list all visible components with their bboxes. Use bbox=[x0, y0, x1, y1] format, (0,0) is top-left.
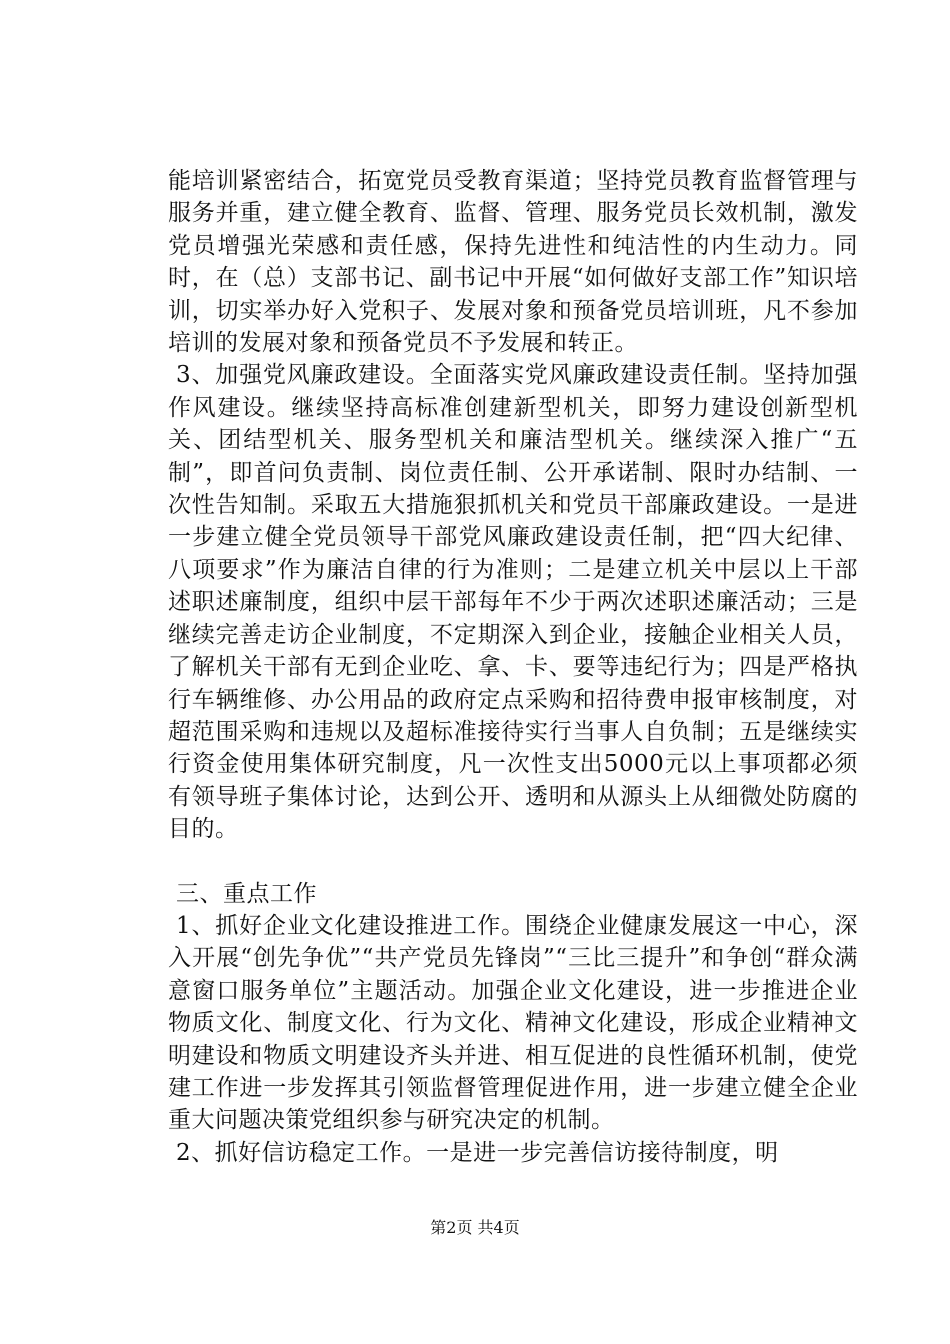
paragraph-item-2: 2、抓好信访稳定工作。一是进一步完善信访接待制度，明 bbox=[176, 1139, 779, 1166]
paragraph-item-1: 1、抓好企业文化建设推进工作。围绕企业健康发展这一中心，深入开展“创先争优”“共产党员先锋岗”“三比三提升”和争创“群众满意窗口服务单位”主题活动。加强企业文化建设，进一步推进企业物质文化、制度文化、行为文化、精神文化建设，形成企业精神文明建设和物质文明建设齐头并进、相互促进的良性循环机制，使党建工作进一步发挥其引领监督管理促进作用，进一步建立健全企业重大问题决策党组织参与研究决定的机制。 bbox=[168, 912, 858, 1134]
paragraph-section-3: 3、加强党风廉政建设。全面落实党风廉政建设责任制。坚持加强作风建设。继续坚持高标准创建新型机关，即努力建设创新型机关、团结型机关、服务型机关和廉洁型机关。继续深入推广“五制”，即首问负责制、岗位责任制、公开承诺制、限时办结制、一次性告知制。采取五大措施狠抓机关和党员干部廉政建设。一是进一步建立健全党员领导干部党风廉政建设责任制，把“四大纪律、八项要求”作为廉洁自律的行为准则；二是建立机关中层以上干部述职述廉制度，组织中层干部每年不少于两次述职述廉活动；三是继续完善走访企业制度，不定期深入到企业，接触企业相关人员，了解机关干部有无到企业吃、拿、卡、要等违纪行为；四是严格执行车辆维修、办公用品的政府定点采购和招待费申报审核制度，对超范围采购和违规以及超标准接待实行当事人自负制；五是继续实行资金使用集体研究制度，凡一次性支出5000元以上事项都必须有领导班子集体讨论，达到公开、透明和从源头上从细微处防腐的目的。 bbox=[168, 362, 858, 843]
section-heading: 三、重点工作 bbox=[176, 880, 317, 907]
body-text bbox=[168, 165, 858, 1169]
paragraph-continuation: 能培训紧密结合，拓宽党员受教育渠道；坚持党员教育监督管理与服务并重，建立健全教育、监督、管理、服务党员长效机制，激发党员增强光荣感和责任感，保持先进性和纯洁性的内生动力。同时，在（总）支部书记、副书记中开展“如何做好支部工作”知识培训，切实举办好入党积子、发展对象和预备党员培训班，凡不参加培训的发展对象和预备党员不予发展和转正。 bbox=[168, 168, 858, 357]
paragraph-gap bbox=[168, 846, 858, 878]
page-number-footer: 第2页 共4页 bbox=[430, 1218, 520, 1237]
